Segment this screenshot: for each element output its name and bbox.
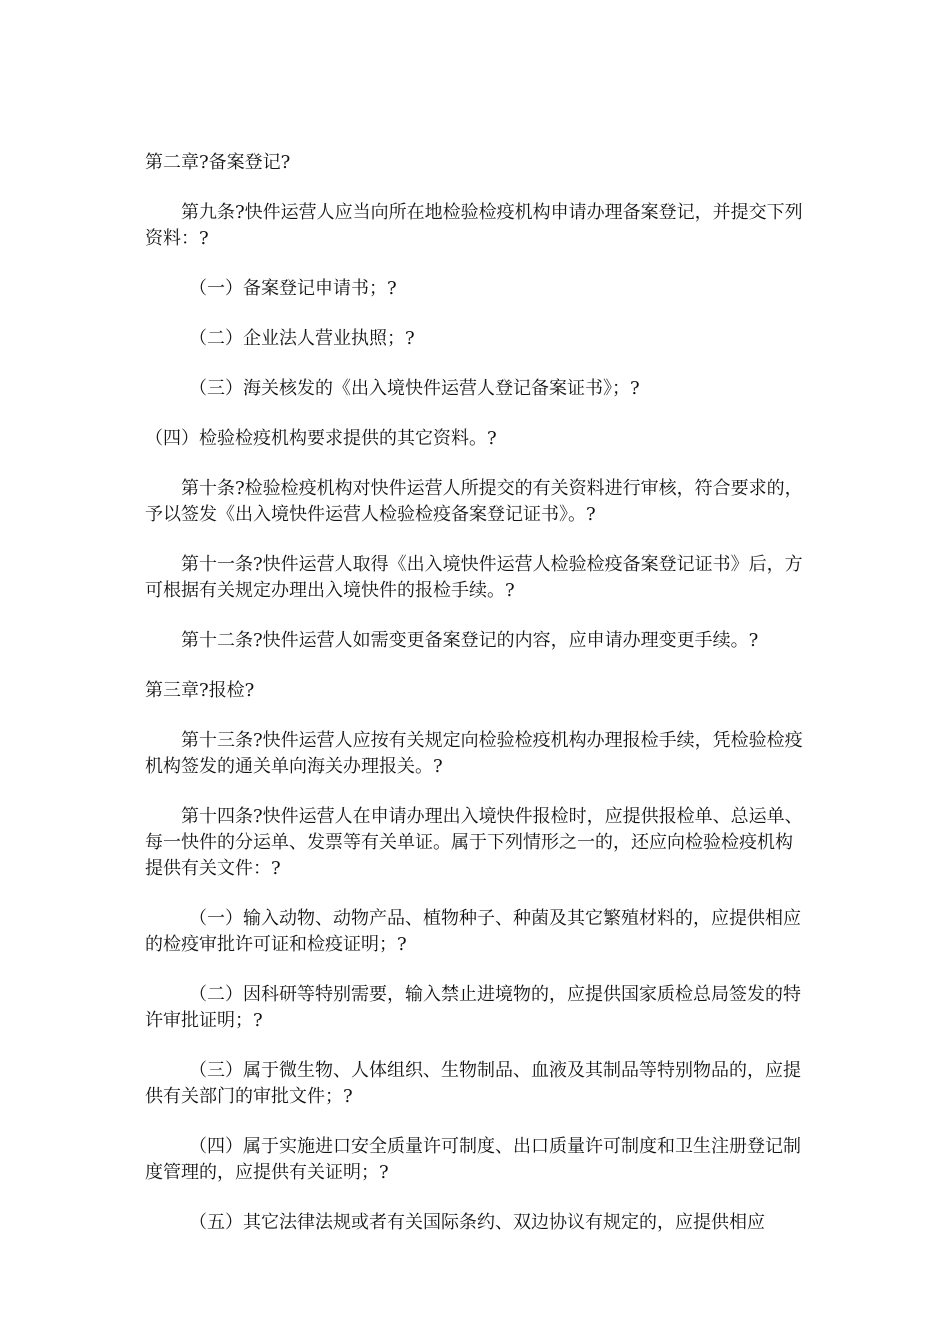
article-10: 第十条?检验检疫机构对快件运营人所提交的有关资料进行审核，符合要求的，予以签发《出入境快件运营人检验检疫备案登记证书》。? [145,478,803,525]
chapter-heading-3: 第三章?报检? [145,680,255,701]
article-9-item-3: （三）海关核发的《出入境快件运营人登记备案证书》；? [189,378,640,399]
article-9-item-1: （一）备案登记申请书；? [189,278,397,299]
chapter-heading-2: 第二章?备案登记? [145,152,291,173]
article-11: 第十一条?快件运营人取得《出入境快件运营人检验检疫备案登记证书》后，方可根据有关规定办理出入境快件的报检手续。? [145,554,803,601]
article-13: 第十三条?快件运营人应按有关规定向检验检疫机构办理报检手续，凭检验检疫机构签发的通关单向海关办理报关。? [145,730,803,777]
article-9: 第九条?快件运营人应当向所在地检验检疫机构申请办理备案登记，并提交下列资料：? [145,202,803,249]
article-14-item-2: （二）因科研等特别需要，输入禁止进境物的，应提供国家质检总局签发的特许审批证明；? [145,984,801,1031]
article-14: 第十四条?快件运营人在申请办理出入境快件报检时，应提供报检单、总运单、每一快件的分运单、发票等有关单证。属于下列情形之一的，还应向检验检疫机构提供有关文件：? [145,806,803,879]
article-9-item-4: （四）检验检疫机构要求提供的其它资料。? [145,428,497,449]
article-14-item-3: （三）属于微生物、人体组织、生物制品、血液及其制品等特别物品的，应提供有关部门的审批文件；? [145,1060,801,1107]
document-body [145,150,805,1236]
article-14-item-5: （五）其它法律法规或者有关国际条约、双边协议有规定的，应提供相应 [189,1212,765,1233]
article-12: 第十二条?快件运营人如需变更备案登记的内容，应申请办理变更手续。? [181,630,759,651]
article-14-item-1: （一）输入动物、动物产品、植物种子、种菌及其它繁殖材料的，应提供相应的检疫审批许可证和检疫证明；? [145,908,801,955]
article-9-item-2: （二）企业法人营业执照；? [189,328,415,349]
article-14-item-4: （四）属于实施进口安全质量许可制度、出口质量许可制度和卫生注册登记制度管理的，应提供有关证明；? [145,1136,801,1183]
